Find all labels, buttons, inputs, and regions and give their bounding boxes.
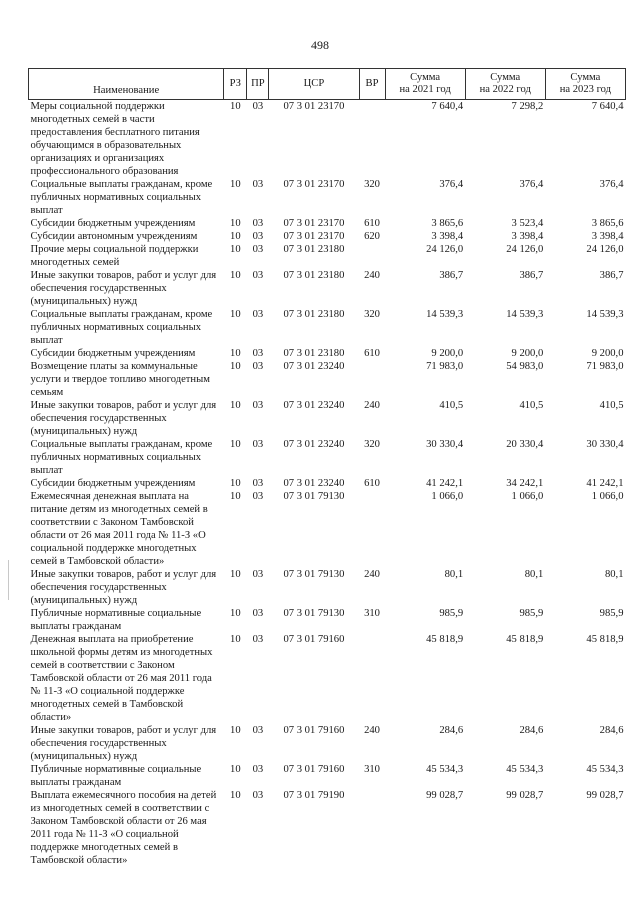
cell-rz: 10 — [230, 101, 241, 112]
cell-name: Возмещение платы за коммунальные услуги и твердое топливо многодетным семьям — [30, 361, 210, 398]
cell-vr: 610 — [364, 218, 380, 229]
cell-csr: 07 3 01 79160 — [283, 725, 345, 736]
header-sum-2022-line2: на 2022 год — [479, 84, 531, 95]
cell-sum-2022: 386,7 — [519, 270, 544, 281]
cell-rz: 10 — [230, 244, 241, 255]
cell-name: Социальные выплаты гражданам, кроме публичных нормативных социальных выплат — [30, 179, 213, 216]
table-header-row — [29, 69, 626, 100]
cell-name: Социальные выплаты гражданам, кроме публичных нормативных социальных выплат — [30, 309, 213, 346]
cell-sum-2022: 54 983,0 — [506, 361, 544, 372]
cell-sum-2022: 410,5 — [519, 400, 544, 411]
table-row — [29, 399, 626, 438]
header-sum-2023 — [545, 69, 625, 100]
cell-sum-2023: 45 818,9 — [586, 634, 624, 645]
table-row — [29, 607, 626, 633]
cell-sum-2022: 9 200,0 — [511, 348, 544, 359]
cell-sum-2022: 376,4 — [519, 179, 544, 190]
cell-vr: 240 — [364, 400, 380, 411]
cell-csr: 07 3 01 79160 — [283, 764, 345, 775]
cell-name: Иные закупки товаров, работ и услуг для обеспечения государственных (муниципальных) нужд — [30, 270, 217, 307]
header-sum-2023-line2: на 2023 год — [559, 84, 612, 95]
cell-name: Выплата ежемесячного пособия на детей из многодетных семей в соответствии с Законом Тамбовской области от 26 мая 2011 года № 11-З «О социальной поддержке многодетных семей в Тамбовской области» — [30, 790, 217, 866]
cell-sum-2023: 3 398,4 — [591, 231, 624, 242]
table-row — [29, 230, 626, 243]
cell-csr: 07 3 01 23170 — [283, 231, 345, 242]
cell-sum-2023: 30 330,4 — [586, 439, 624, 450]
cell-pr: 03 — [252, 439, 264, 450]
cell-pr: 03 — [252, 309, 264, 320]
cell-pr: 03 — [252, 725, 264, 736]
cell-sum-2023: 985,9 — [599, 608, 624, 619]
cell-sum-2022: 3 523,4 — [511, 218, 544, 229]
cell-csr: 07 3 01 23180 — [283, 348, 345, 359]
cell-sum-2021: 376,4 — [439, 179, 464, 190]
cell-sum-2022: 34 242,1 — [506, 478, 544, 489]
cell-vr — [359, 789, 385, 867]
cell-sum-2022: 24 126,0 — [506, 244, 544, 255]
cell-name: Иные закупки товаров, работ и услуг для обеспечения государственных (муниципальных) нужд — [30, 569, 217, 606]
table-row — [29, 243, 626, 269]
cell-vr: 610 — [364, 348, 380, 359]
cell-vr: 310 — [364, 764, 380, 775]
table-row — [29, 438, 626, 477]
cell-sum-2022: 45 534,3 — [506, 764, 544, 775]
cell-vr: 620 — [364, 231, 380, 242]
cell-sum-2022: 14 539,3 — [506, 309, 544, 320]
cell-csr: 07 3 01 79130 — [283, 569, 345, 580]
cell-name: Публичные нормативные социальные выплаты гражданам — [30, 608, 202, 632]
cell-sum-2022: 20 330,4 — [506, 439, 544, 450]
table-row — [29, 568, 626, 607]
cell-sum-2021: 14 539,3 — [426, 309, 464, 320]
table-row — [29, 789, 626, 867]
cell-rz: 10 — [230, 478, 241, 489]
cell-vr — [359, 633, 385, 724]
header-sum-2022 — [465, 69, 545, 100]
header-sum-2021-line1: Сумма — [410, 72, 441, 83]
cell-rz: 10 — [230, 608, 241, 619]
table-body — [29, 100, 626, 868]
cell-rz: 10 — [230, 634, 241, 645]
cell-pr: 03 — [252, 634, 264, 645]
cell-rz: 10 — [230, 218, 241, 229]
cell-name: Субсидии бюджетным учреждениям — [30, 478, 196, 489]
page-number: 498 — [311, 38, 329, 52]
table-row — [29, 308, 626, 347]
cell-sum-2021: 9 200,0 — [431, 348, 464, 359]
cell-csr: 07 3 01 23180 — [283, 309, 345, 320]
cell-sum-2023: 99 028,7 — [586, 790, 624, 801]
table-row — [29, 347, 626, 360]
cell-pr: 03 — [252, 231, 264, 242]
header-name: Наименование — [29, 69, 224, 100]
cell-sum-2023: 3 865,6 — [591, 218, 624, 229]
cell-sum-2021: 284,6 — [439, 725, 464, 736]
cell-sum-2021: 24 126,0 — [426, 244, 464, 255]
table-row — [29, 100, 626, 179]
cell-sum-2021: 99 028,7 — [426, 790, 464, 801]
scan-margin-mark — [8, 560, 9, 600]
cell-sum-2022: 1 066,0 — [511, 491, 544, 502]
cell-pr: 03 — [252, 478, 264, 489]
cell-sum-2023: 14 539,3 — [586, 309, 624, 320]
cell-rz: 10 — [230, 231, 241, 242]
cell-vr: 310 — [364, 608, 380, 619]
cell-name: Иные закупки товаров, работ и услуг для обеспечения государственных (муниципальных) нужд — [30, 400, 217, 437]
cell-sum-2022: 3 398,4 — [511, 231, 544, 242]
cell-sum-2022: 45 818,9 — [506, 634, 544, 645]
cell-vr: 240 — [364, 725, 380, 736]
cell-csr: 07 3 01 79160 — [283, 634, 345, 645]
cell-rz: 10 — [230, 400, 241, 411]
cell-vr — [359, 243, 385, 269]
cell-csr: 07 3 01 23180 — [283, 270, 345, 281]
cell-rz: 10 — [230, 348, 241, 359]
cell-vr: 240 — [364, 569, 380, 580]
cell-vr — [359, 360, 385, 399]
cell-name: Денежная выплата на приобретение школьной формы детям из многодетных семей в соответствии с Законом Тамбовской области от 26 мая 2011 года № 11-З «О социальной поддержке многодетных семей в Тамбовской области» — [30, 634, 213, 723]
cell-pr: 03 — [252, 244, 264, 255]
cell-name: Ежемесячная денежная выплата на питание детям из многодетных семей в соответствии с Законом Тамбовской области от 26 мая 2011 года № 11-З «О социальной поддержке многодетных семей в Тамбовской области» — [30, 491, 208, 567]
cell-pr: 03 — [252, 491, 264, 502]
cell-csr: 07 3 01 79130 — [283, 491, 345, 502]
cell-sum-2023: 284,6 — [599, 725, 624, 736]
cell-name: Субсидии бюджетным учреждениям — [30, 218, 196, 229]
table-row — [29, 633, 626, 724]
cell-sum-2021: 30 330,4 — [426, 439, 464, 450]
cell-rz: 10 — [230, 764, 241, 775]
cell-pr: 03 — [252, 764, 264, 775]
cell-sum-2023: 71 983,0 — [586, 361, 624, 372]
cell-vr: 320 — [364, 309, 380, 320]
table-row — [29, 269, 626, 308]
cell-csr: 07 3 01 79190 — [283, 790, 345, 801]
budget-table — [28, 68, 626, 867]
cell-name: Иные закупки товаров, работ и услуг для обеспечения государственных (муниципальных) нужд — [30, 725, 217, 762]
table-row — [29, 763, 626, 789]
cell-sum-2021: 45 818,9 — [426, 634, 464, 645]
cell-name: Социальные выплаты гражданам, кроме публичных нормативных социальных выплат — [30, 439, 213, 476]
cell-name: Субсидии автономным учреждениям — [30, 231, 198, 242]
cell-pr: 03 — [252, 608, 264, 619]
cell-vr: 320 — [364, 439, 380, 450]
cell-rz: 10 — [230, 569, 241, 580]
cell-sum-2022: 7 298,2 — [511, 101, 544, 112]
cell-csr: 07 3 01 23240 — [283, 478, 345, 489]
cell-sum-2023: 9 200,0 — [591, 348, 624, 359]
table-row — [29, 178, 626, 217]
cell-pr: 03 — [252, 348, 264, 359]
cell-pr: 03 — [252, 569, 264, 580]
cell-name: Публичные нормативные социальные выплаты гражданам — [30, 764, 202, 788]
cell-pr: 03 — [252, 400, 264, 411]
cell-pr: 03 — [252, 361, 264, 372]
cell-name: Прочие меры социальной поддержки многодетных семей — [30, 244, 199, 268]
table-row — [29, 477, 626, 490]
cell-rz: 10 — [230, 179, 241, 190]
header-vr: ВР — [359, 69, 385, 100]
cell-csr: 07 3 01 23240 — [283, 439, 345, 450]
table-row — [29, 490, 626, 568]
cell-csr: 07 3 01 23240 — [283, 400, 345, 411]
cell-pr: 03 — [252, 790, 264, 801]
cell-sum-2021: 386,7 — [439, 270, 464, 281]
cell-sum-2022: 99 028,7 — [506, 790, 544, 801]
cell-sum-2021: 45 534,3 — [426, 764, 464, 775]
cell-sum-2022: 80,1 — [524, 569, 544, 580]
cell-pr: 03 — [252, 179, 264, 190]
cell-rz: 10 — [230, 725, 241, 736]
cell-sum-2021: 3 865,6 — [431, 218, 464, 229]
cell-sum-2023: 24 126,0 — [586, 244, 624, 255]
cell-sum-2021: 985,9 — [439, 608, 464, 619]
header-rz: РЗ — [224, 69, 247, 100]
cell-rz: 10 — [230, 270, 241, 281]
header-sum-2022-line1: Сумма — [490, 72, 521, 83]
cell-sum-2021: 7 640,4 — [431, 101, 464, 112]
cell-rz: 10 — [230, 790, 241, 801]
table-row — [29, 217, 626, 230]
header-csr: ЦСР — [269, 69, 359, 100]
cell-sum-2021: 3 398,4 — [431, 231, 464, 242]
cell-csr: 07 3 01 79130 — [283, 608, 345, 619]
cell-sum-2023: 45 534,3 — [586, 764, 624, 775]
table-row — [29, 724, 626, 763]
cell-csr: 07 3 01 23180 — [283, 244, 345, 255]
cell-sum-2022: 985,9 — [519, 608, 544, 619]
cell-csr: 07 3 01 23170 — [283, 218, 345, 229]
cell-sum-2023: 1 066,0 — [591, 491, 624, 502]
cell-vr — [359, 490, 385, 568]
cell-sum-2023: 41 242,1 — [586, 478, 624, 489]
header-sum-2023-line1: Сумма — [570, 72, 601, 83]
cell-rz: 10 — [230, 309, 241, 320]
cell-vr — [359, 100, 385, 179]
header-sum-2021-line2: на 2021 год — [399, 84, 451, 95]
cell-pr: 03 — [252, 270, 264, 281]
cell-sum-2022: 284,6 — [519, 725, 544, 736]
cell-sum-2023: 7 640,4 — [591, 101, 624, 112]
cell-sum-2023: 376,4 — [599, 179, 624, 190]
cell-rz: 10 — [230, 439, 241, 450]
cell-vr: 610 — [364, 478, 380, 489]
header-sum-2021 — [385, 69, 465, 100]
cell-sum-2021: 1 066,0 — [431, 491, 464, 502]
cell-rz: 10 — [230, 361, 241, 372]
cell-csr: 07 3 01 23170 — [283, 179, 345, 190]
cell-pr: 03 — [252, 101, 264, 112]
cell-vr: 240 — [364, 270, 380, 281]
cell-name: Субсидии бюджетным учреждениям — [30, 348, 196, 359]
cell-csr: 07 3 01 23170 — [283, 101, 345, 112]
cell-rz: 10 — [230, 491, 241, 502]
cell-sum-2023: 386,7 — [599, 270, 624, 281]
cell-pr: 03 — [252, 218, 264, 229]
cell-sum-2023: 80,1 — [604, 569, 624, 580]
cell-sum-2023: 410,5 — [599, 400, 624, 411]
cell-sum-2021: 71 983,0 — [426, 361, 464, 372]
header-pr: ПР — [247, 69, 269, 100]
cell-vr: 320 — [364, 179, 380, 190]
cell-sum-2021: 80,1 — [444, 569, 464, 580]
cell-sum-2021: 41 242,1 — [426, 478, 464, 489]
table-row — [29, 360, 626, 399]
cell-name: Меры социальной поддержки многодетных семей в части предоставления бесплатного питания обучающимся в образовательных организациях и организациях профессионального образования — [30, 101, 200, 177]
cell-csr: 07 3 01 23240 — [283, 361, 345, 372]
cell-sum-2021: 410,5 — [439, 400, 464, 411]
